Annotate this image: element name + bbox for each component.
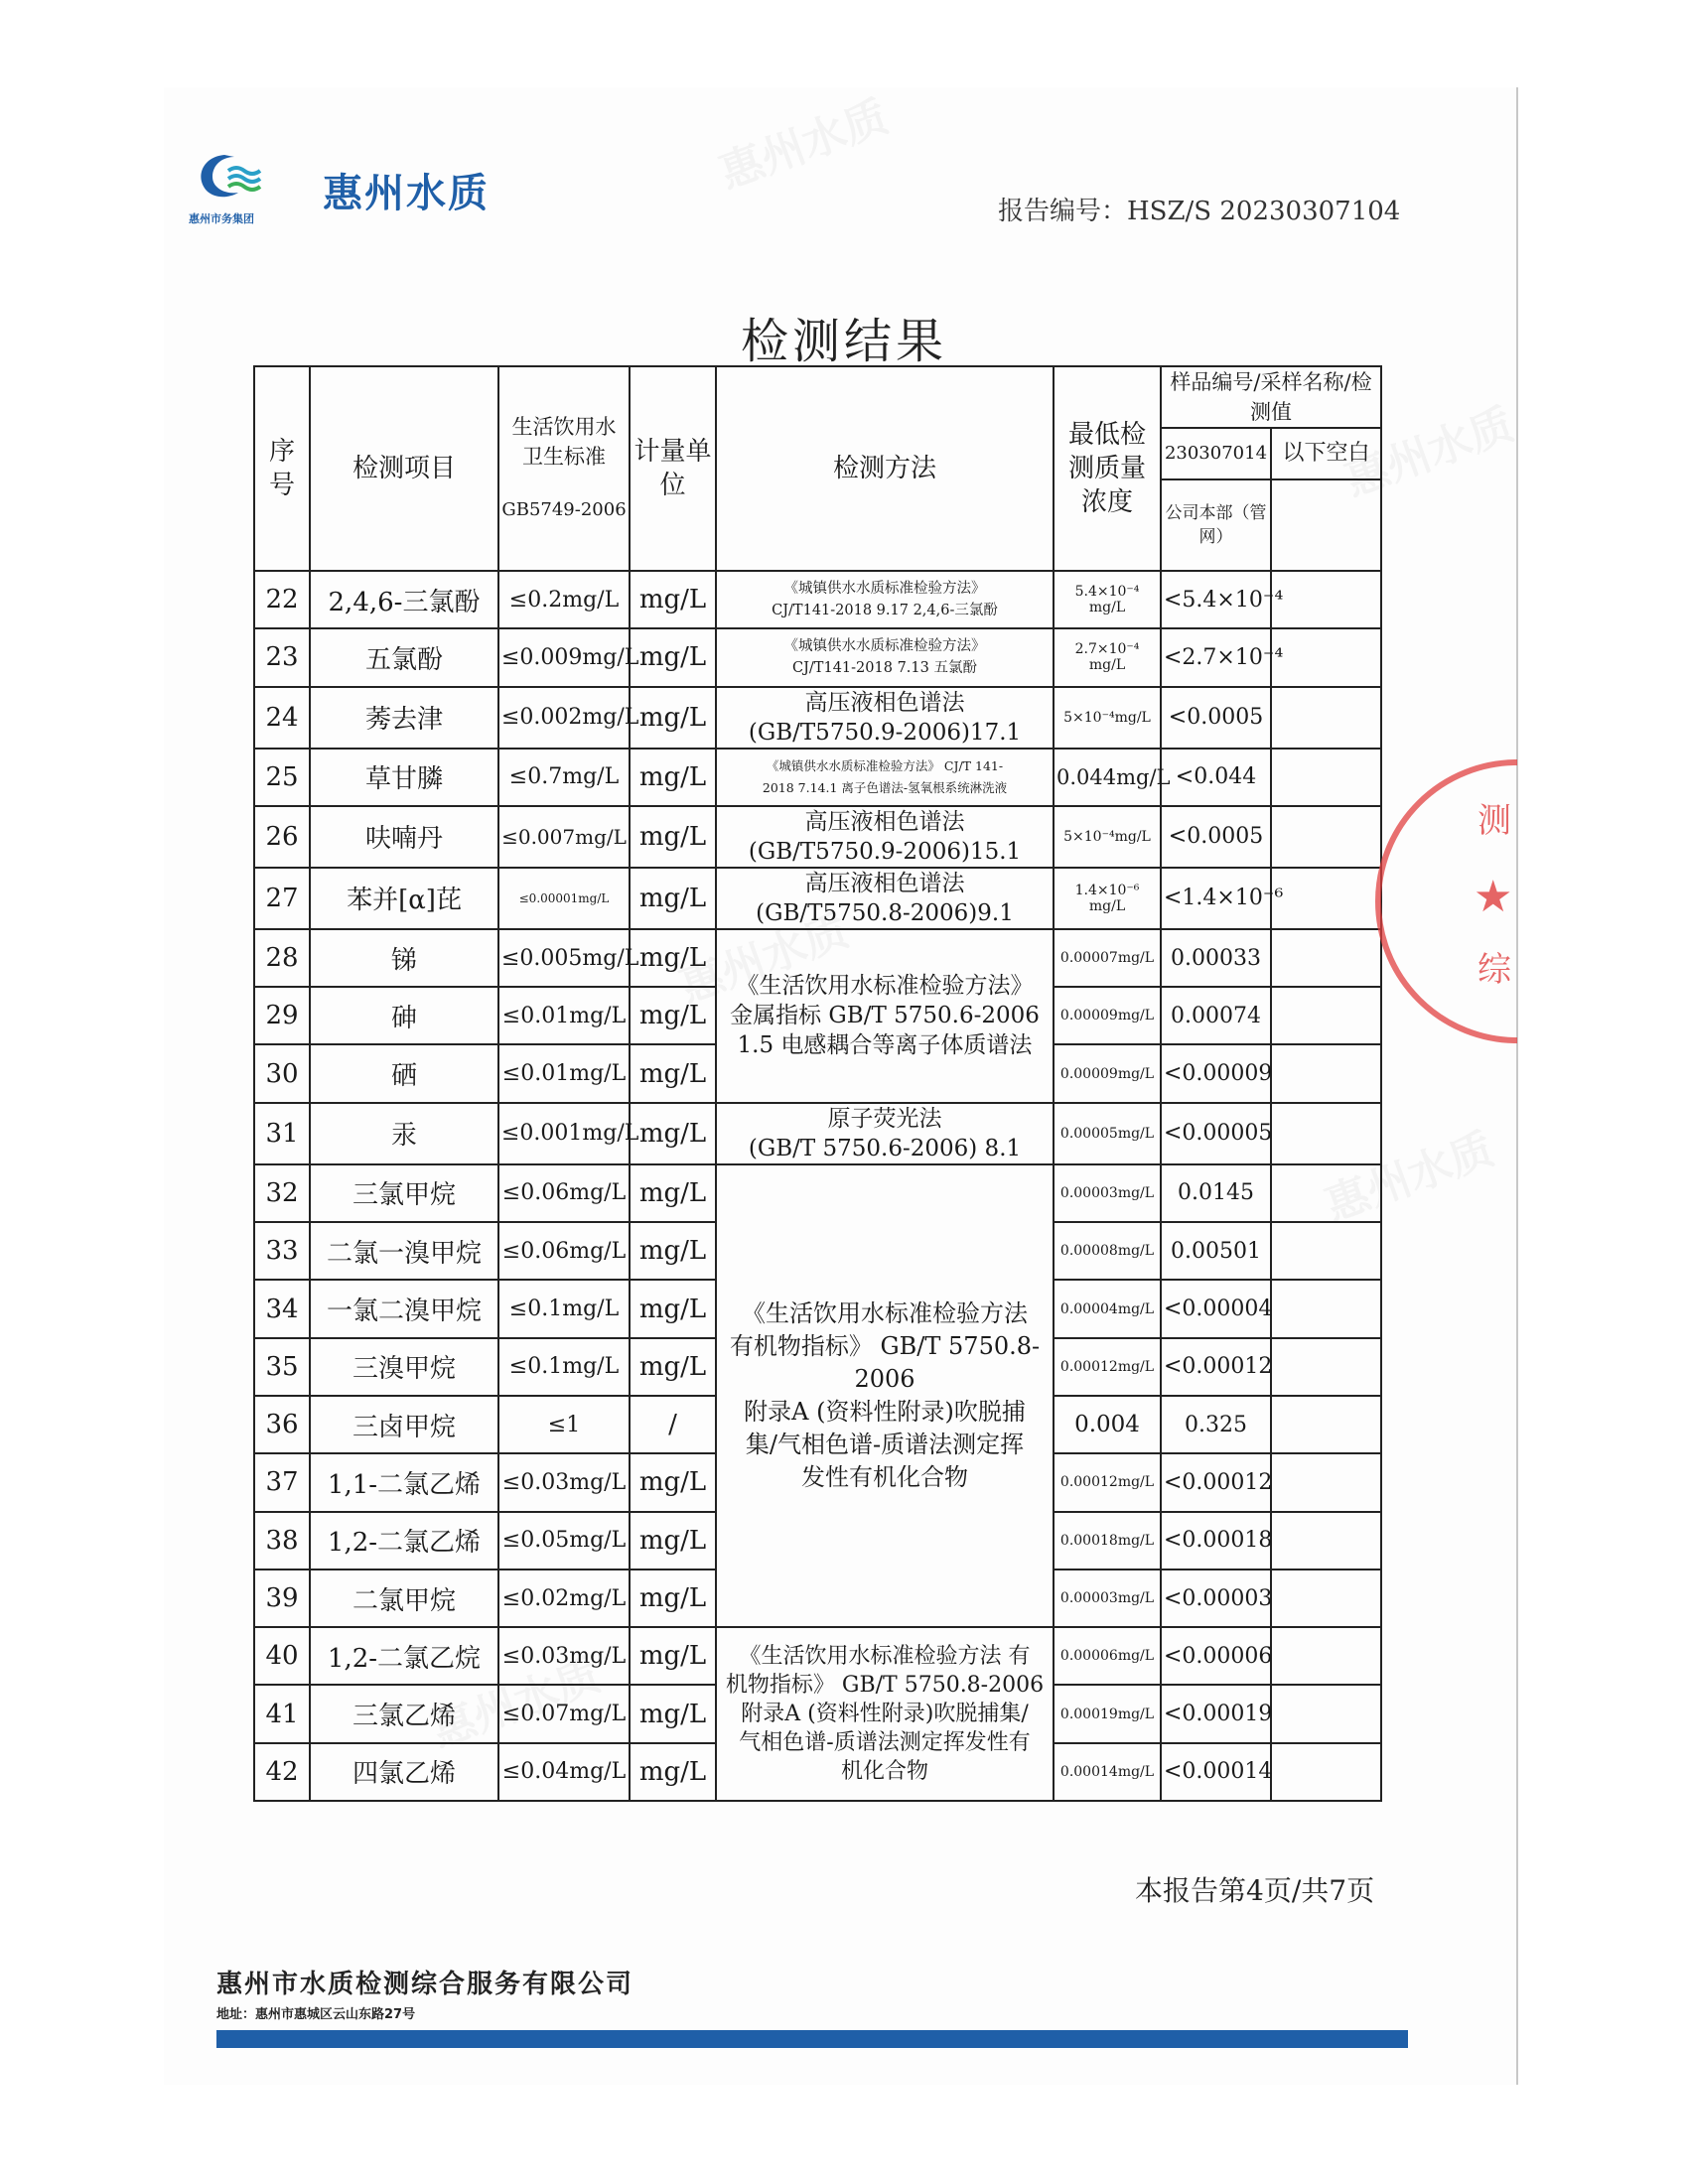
svg-text:测: 测: [1477, 801, 1511, 841]
cell-method: 《生活饮用水标准检验方法 有 机物指标》 GB/T 5750.8-2006 附录A (资料性附录)吹脱捕集/ 气相色谱-质谱法测定挥发性有 机化合物: [716, 1627, 1054, 1801]
cell-no: 34: [254, 1280, 310, 1337]
cell-no: 31: [254, 1103, 310, 1164]
cell-unit: /: [630, 1396, 716, 1453]
cell-unit: mg/L: [630, 1164, 716, 1222]
cell-item: 1,2-二氯乙烷: [310, 1627, 498, 1685]
cell-value: <0.00012: [1161, 1453, 1271, 1511]
cell-limit: ≤0.7mg/L: [498, 749, 630, 806]
cell-limit: ≤0.001mg/L: [498, 1103, 630, 1164]
cell-value: <0.00009: [1161, 1044, 1271, 1102]
col-header-mdl: 最低检测质量浓度: [1054, 366, 1161, 571]
cell-limit: ≤0.01mg/L: [498, 987, 630, 1044]
cell-no: 35: [254, 1338, 310, 1396]
footer-bar: [216, 2030, 1408, 2048]
cell-no: 33: [254, 1222, 310, 1280]
cell-blank: [1271, 1103, 1381, 1164]
cell-limit: ≤1: [498, 1396, 630, 1453]
cell-unit: mg/L: [630, 687, 716, 749]
cell-unit: mg/L: [630, 1453, 716, 1511]
cell-no: 24: [254, 687, 310, 749]
cell-blank: [1271, 1044, 1381, 1102]
cell-mdl: 0.00012mg/L: [1054, 1338, 1161, 1396]
cell-limit: ≤0.002mg/L: [498, 687, 630, 749]
page-title: 检测结果: [740, 314, 947, 369]
cell-no: 42: [254, 1743, 310, 1801]
cell-no: 38: [254, 1512, 310, 1570]
table-row: [254, 1627, 1381, 1685]
cell-mdl: 1.4×10⁻⁶ mg/L: [1054, 868, 1161, 929]
cell-mdl: 0.00009mg/L: [1054, 1044, 1161, 1102]
cell-unit: mg/L: [630, 1044, 716, 1102]
cell-mdl: 2.7×10⁻⁴ mg/L: [1054, 628, 1161, 686]
col-header-unit: 计量单位: [630, 366, 716, 571]
cell-blank: [1271, 1280, 1381, 1337]
cell-unit: mg/L: [630, 1570, 716, 1627]
cell-mdl: 0.00012mg/L: [1054, 1453, 1161, 1511]
cell-value: <0.044: [1161, 749, 1271, 806]
cell-item: 呋喃丹: [310, 806, 498, 868]
col-header-sample-group: 样品编号/采样名称/检测值: [1161, 366, 1381, 428]
cell-limit: ≤0.06mg/L: [498, 1164, 630, 1222]
col-header-standard: 生活饮用水 卫生标准 GB5749-2006: [498, 366, 630, 571]
col-header-sample-name: 公司本部（管网）: [1161, 479, 1271, 571]
cell-blank: [1271, 1685, 1381, 1742]
cell-unit: mg/L: [630, 1280, 716, 1337]
cell-item: 一氯二溴甲烷: [310, 1280, 498, 1337]
cell-value: 0.00033: [1161, 929, 1271, 987]
cell-unit: mg/L: [630, 987, 716, 1044]
cell-value: <2.7×10⁻⁴: [1161, 628, 1271, 686]
cell-value: <0.00003: [1161, 1570, 1271, 1627]
cell-item: 三卤甲烷: [310, 1396, 498, 1453]
cell-mdl: 0.00007mg/L: [1054, 929, 1161, 987]
company-address: 地址：惠州市惠城区云山东路27号: [216, 2007, 416, 2022]
cell-mdl: 0.00018mg/L: [1054, 1512, 1161, 1570]
cell-no: 39: [254, 1570, 310, 1627]
cell-mdl: 0.00014mg/L: [1054, 1743, 1161, 1801]
table-row: [254, 628, 1381, 686]
cell-no: 36: [254, 1396, 310, 1453]
cell-item: 三氯甲烷: [310, 1164, 498, 1222]
cell-unit: mg/L: [630, 749, 716, 806]
cell-method: 高压液相色谱法 (GB/T5750.9-2006)17.1: [716, 687, 1054, 749]
cell-blank: [1271, 987, 1381, 1044]
cell-method: 《城镇供水水质标准检验方法》 CJ/T141-2018 9.17 2,4,6-三氯酚: [716, 571, 1054, 628]
cell-value: <0.00006: [1161, 1627, 1271, 1685]
cell-limit: ≤0.05mg/L: [498, 1512, 630, 1570]
cell-blank: [1271, 1570, 1381, 1627]
cell-no: 26: [254, 806, 310, 868]
table-row: [254, 749, 1381, 806]
cell-unit: mg/L: [630, 1338, 716, 1396]
cell-value: <0.00014: [1161, 1743, 1271, 1801]
cell-limit: ≤0.1mg/L: [498, 1280, 630, 1337]
cell-item: 苯并[α]芘: [310, 868, 498, 929]
empty-cell: [1271, 479, 1381, 571]
cell-item: 莠去津: [310, 687, 498, 749]
cell-method: 《城镇供水水质标准检验方法》 CJ/T 141- 2018 7.14.1 离子色谱法-氢氧根系统淋洗液: [716, 749, 1054, 806]
cell-blank: [1271, 929, 1381, 987]
cell-no: 32: [254, 1164, 310, 1222]
cell-limit: ≤0.2mg/L: [498, 571, 630, 628]
results-table: [253, 365, 1382, 1802]
cell-unit: mg/L: [630, 806, 716, 868]
cell-value: <0.0005: [1161, 687, 1271, 749]
col-header-item: 检测项目: [310, 366, 498, 571]
cell-unit: mg/L: [630, 1222, 716, 1280]
cell-item: 锑: [310, 929, 498, 987]
cell-item: 硒: [310, 1044, 498, 1102]
cell-method: 《生活饮用水标准检验方法 有机物指标》 GB/T 5750.8- 2006 附录A (资料性附录)吹脱捕 集/气相色谱-质谱法测定挥 发性有机化合物: [716, 1164, 1054, 1627]
cell-item: 三氯乙烯: [310, 1685, 498, 1742]
cell-limit: ≤0.01mg/L: [498, 1044, 630, 1102]
col-header-seq: 序号: [254, 366, 310, 571]
cell-blank: [1271, 868, 1381, 929]
page-number: 本报告第4页/共7页: [1135, 1874, 1375, 1907]
cell-limit: ≤0.1mg/L: [498, 1338, 630, 1396]
cell-method: 高压液相色谱法 (GB/T5750.9-2006)15.1: [716, 806, 1054, 868]
table-row: [254, 868, 1381, 929]
cell-unit: mg/L: [630, 929, 716, 987]
cell-mdl: 5.4×10⁻⁴ mg/L: [1054, 571, 1161, 628]
cell-blank: [1271, 628, 1381, 686]
cell-mdl: 0.044mg/L: [1054, 749, 1161, 806]
svg-text:★: ★: [1474, 872, 1513, 922]
cell-value: <5.4×10⁻⁴: [1161, 571, 1271, 628]
cell-mdl: 0.00006mg/L: [1054, 1627, 1161, 1685]
table-row: [254, 929, 1381, 987]
cell-no: 23: [254, 628, 310, 686]
cell-item: 草甘膦: [310, 749, 498, 806]
table-row: [254, 806, 1381, 868]
cell-limit: ≤0.06mg/L: [498, 1222, 630, 1280]
table-row: [254, 687, 1381, 749]
cell-blank: [1271, 806, 1381, 868]
col-header-method: 检测方法: [716, 366, 1054, 571]
col-header-sample-id: 230307014: [1161, 428, 1271, 479]
cell-item: 2,4,6-三氯酚: [310, 571, 498, 628]
cell-value: <0.00004: [1161, 1280, 1271, 1337]
cell-value: 0.00501: [1161, 1222, 1271, 1280]
cell-value: <1.4×10⁻⁶: [1161, 868, 1271, 929]
cell-limit: ≤0.03mg/L: [498, 1453, 630, 1511]
cell-value: <0.00005: [1161, 1103, 1271, 1164]
cell-no: 25: [254, 749, 310, 806]
cell-blank: [1271, 1338, 1381, 1396]
cell-blank: [1271, 571, 1381, 628]
cell-item: 砷: [310, 987, 498, 1044]
cell-unit: mg/L: [630, 1627, 716, 1685]
cell-limit: ≤0.02mg/L: [498, 1570, 630, 1627]
cell-limit: ≤0.03mg/L: [498, 1627, 630, 1685]
cell-limit: ≤0.00001mg/L: [498, 868, 630, 929]
cell-unit: mg/L: [630, 1512, 716, 1570]
cell-item: 五氯酚: [310, 628, 498, 686]
cell-unit: mg/L: [630, 1103, 716, 1164]
cell-item: 四氯乙烯: [310, 1743, 498, 1801]
cell-value: <0.00018: [1161, 1512, 1271, 1570]
cell-item: 三溴甲烷: [310, 1338, 498, 1396]
cell-unit: mg/L: [630, 628, 716, 686]
cell-limit: ≤0.007mg/L: [498, 806, 630, 868]
cell-method: 原子荧光法 (GB/T 5750.6-2006) 8.1: [716, 1103, 1054, 1164]
table-row: [254, 571, 1381, 628]
cell-mdl: 0.00019mg/L: [1054, 1685, 1161, 1742]
cell-no: 30: [254, 1044, 310, 1102]
cell-no: 40: [254, 1627, 310, 1685]
cell-mdl: 0.00003mg/L: [1054, 1164, 1161, 1222]
table-row: [254, 1164, 1381, 1222]
cell-method: 高压液相色谱法 (GB/T5750.8-2006)9.1: [716, 868, 1054, 929]
logo-subtitle: 惠州市务集团: [189, 212, 254, 225]
cell-method: 《生活饮用水标准检验方法》 金属指标 GB/T 5750.6-2006 1.5 电感耦合等离子体质谱法: [716, 929, 1054, 1103]
table-row: [254, 1103, 1381, 1164]
cell-mdl: 0.00008mg/L: [1054, 1222, 1161, 1280]
cell-value: <0.00019: [1161, 1685, 1271, 1742]
cell-mdl: 0.00004mg/L: [1054, 1280, 1161, 1337]
cell-value: 0.00074: [1161, 987, 1271, 1044]
col-header-blank: 以下空白: [1271, 428, 1381, 479]
cell-mdl: 5×10⁻⁴mg/L: [1054, 806, 1161, 868]
cell-value: <0.00012: [1161, 1338, 1271, 1396]
cell-blank: [1271, 1743, 1381, 1801]
brand-name: 惠州水质: [323, 171, 490, 216]
cell-mdl: 5×10⁻⁴mg/L: [1054, 687, 1161, 749]
cell-no: 22: [254, 571, 310, 628]
cell-value: <0.0005: [1161, 806, 1271, 868]
cell-unit: mg/L: [630, 1685, 716, 1742]
cell-method: 《城镇供水水质标准检验方法》 CJ/T141-2018 7.13 五氯酚: [716, 628, 1054, 686]
cell-value: 0.0145: [1161, 1164, 1271, 1222]
cell-blank: [1271, 1396, 1381, 1453]
cell-blank: [1271, 687, 1381, 749]
company-name: 惠州市水质检测综合服务有限公司: [216, 1970, 634, 1999]
cell-item: 1,2-二氯乙烯: [310, 1512, 498, 1570]
cell-item: 1,1-二氯乙烯: [310, 1453, 498, 1511]
cell-item: 二氯一溴甲烷: [310, 1222, 498, 1280]
report-number: 报告编号：HSZ/S 20230307104: [998, 197, 1401, 226]
cell-item: 汞: [310, 1103, 498, 1164]
cell-no: 27: [254, 868, 310, 929]
cell-blank: [1271, 1512, 1381, 1570]
cell-no: 28: [254, 929, 310, 987]
official-seal-icon: [1456, 762, 1517, 1040]
cell-mdl: 0.004: [1054, 1396, 1161, 1453]
cell-item: 二氯甲烷: [310, 1570, 498, 1627]
cell-no: 37: [254, 1453, 310, 1511]
cell-mdl: 0.00005mg/L: [1054, 1103, 1161, 1164]
cell-limit: ≤0.04mg/L: [498, 1743, 630, 1801]
cell-no: 41: [254, 1685, 310, 1742]
cell-blank: [1271, 1222, 1381, 1280]
cell-mdl: 0.00009mg/L: [1054, 987, 1161, 1044]
cell-limit: ≤0.07mg/L: [498, 1685, 630, 1742]
cell-blank: [1271, 749, 1381, 806]
cell-no: 29: [254, 987, 310, 1044]
cell-blank: [1271, 1453, 1381, 1511]
cell-unit: mg/L: [630, 868, 716, 929]
cell-mdl: 0.00003mg/L: [1054, 1570, 1161, 1627]
cell-unit: mg/L: [630, 1743, 716, 1801]
cell-value: 0.325: [1161, 1396, 1271, 1453]
svg-text:综: 综: [1477, 950, 1511, 990]
cell-limit: ≤0.009mg/L: [498, 628, 630, 686]
cell-unit: mg/L: [630, 571, 716, 628]
cell-blank: [1271, 1164, 1381, 1222]
cell-limit: ≤0.005mg/L: [498, 929, 630, 987]
cell-blank: [1271, 1627, 1381, 1685]
